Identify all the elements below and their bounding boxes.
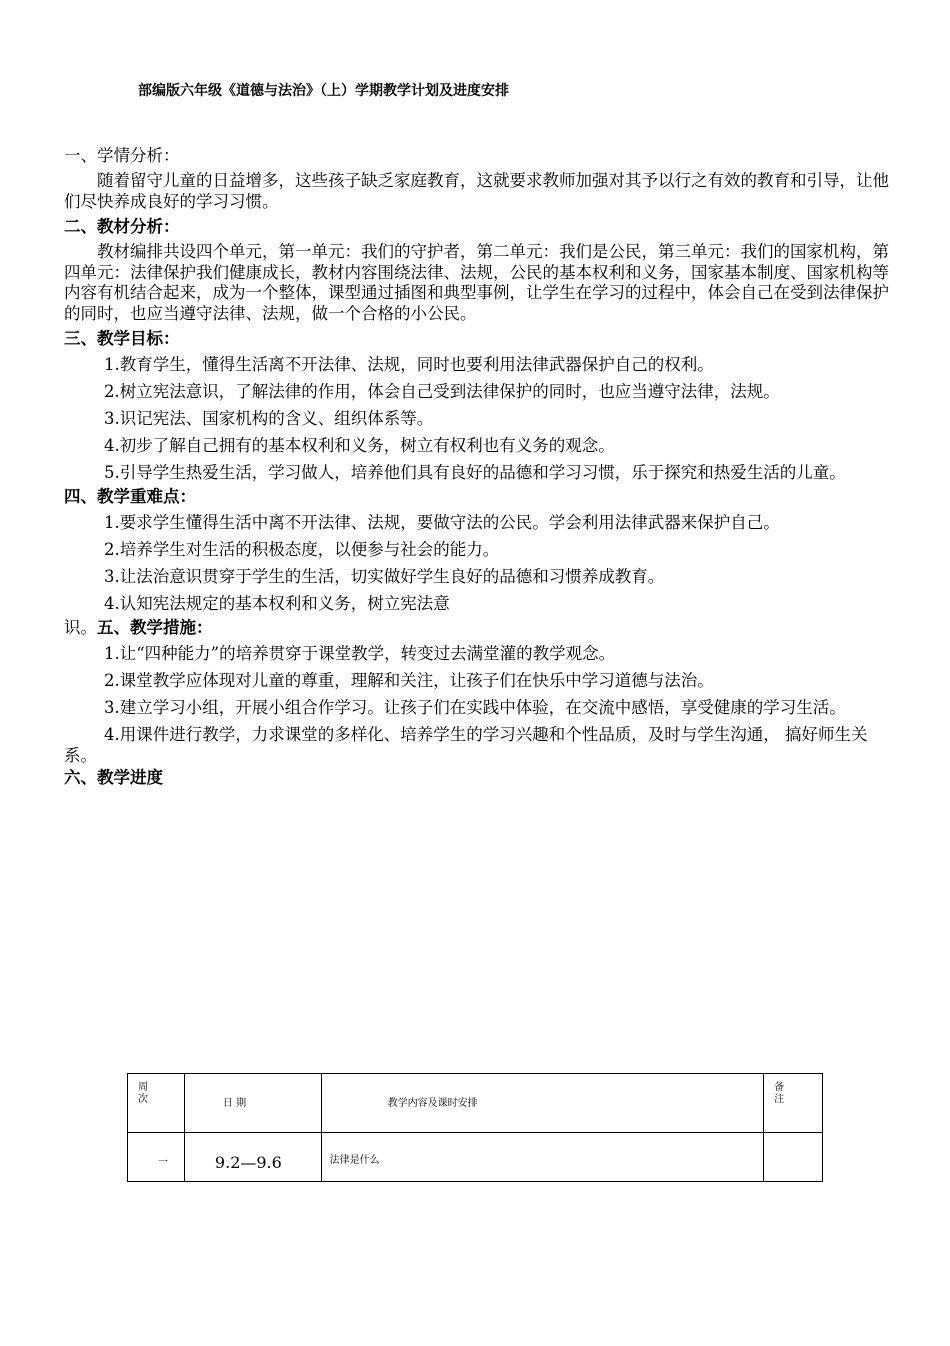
- table-header-row: [128, 1074, 823, 1133]
- section-heading-teaching-schedule: 六、教学进度: [64, 768, 163, 787]
- cell-note: [764, 1133, 823, 1182]
- section-heading-teaching-measures: 五、教学措施：: [97, 618, 213, 637]
- list-item: 3.建立学习小组，开展小组合作学习。让孩子们在实践中体验，在交流中感悟，享受健康的学习生活。: [104, 698, 846, 717]
- cell-content: 法律是什么: [321, 1133, 764, 1182]
- header-week: 周次: [128, 1074, 185, 1133]
- cell-date: 9.2—9.6: [184, 1133, 321, 1182]
- student-analysis-text: 随着留守儿童的日益增多，这些孩子缺乏家庭教育，这就要求教师加强对其予以行之有效的教育和引导，让他们尽快养成良好的学习习惯。: [64, 171, 889, 211]
- list-item: 1.教育学生，懂得生活离不开法律、法规，同时也要利用法律武器保护自己的权利。: [104, 355, 714, 374]
- list-item: 1.要求学生懂得生活中离不开法律、法规，要做守法的公民。学会利用法律武器来保护自己。: [104, 513, 780, 532]
- document-body: [64, 144, 894, 790]
- schedule-table: [127, 1073, 823, 1182]
- list-item: 4.初步了解自己拥有的基本权利和义务，树立有权利也有义务的观念。: [104, 436, 615, 455]
- section-heading-textbook-analysis: 二、教材分析：: [64, 217, 180, 236]
- list-item: 1.让“四种能力”的培养贯穿于课堂教学，转变过去满堂灌的教学观念。: [104, 644, 616, 663]
- section-heading-key-points: 四、教学重难点：: [64, 487, 196, 506]
- section-heading-measures-line: [64, 616, 894, 640]
- list-item: 2.课堂教学应体现对儿童的尊重，理解和关注，让孩子们在快乐中学习道德与法治。: [104, 671, 714, 690]
- textbook-analysis-text: 教材编排共设四个单元，第一单元：我们的守护者，第二单元：我们是公民，第三单元：我们的国家机构，第四单元：法律保护我们健康成长，教材内容围绕法律、法规，公民的基本权利和义务，国家基本制度、国家机构等内容有机结合起来，成为一个整体，课型通过插图和典型事例，让学生在学习的过程中，体会自己在受到法律保护的同时，也应当遵守法律、法规，做一个合格的小公民。: [64, 242, 889, 323]
- section-heading-teaching-goals: 三、教学目标：: [64, 329, 180, 348]
- list-item: 2.树立宪法意识，了解法律的作用，体会自己受到法律保护的同时，也应当遵守法律，法规。: [104, 382, 780, 401]
- header-note: 备注: [764, 1074, 823, 1133]
- list-item: 3.识记宪法、国家机构的含义、组织体系等。: [104, 409, 434, 428]
- table-row: [128, 1133, 823, 1182]
- header-content: 教学内容及课时安排: [321, 1074, 764, 1133]
- list-item: 4.认知宪法规定的基本权利和义务，树立宪法意: [104, 594, 450, 613]
- list-item: 2.培养学生对生活的积极态度，以便参与社会的能力。: [104, 540, 500, 559]
- section-heading-student-analysis: 一、学情分析：: [64, 146, 180, 165]
- key-points-tail: 识。: [64, 618, 97, 637]
- document-title: 部编版六年级《道德与法治》（上）学期教学计划及进度安排: [138, 83, 509, 99]
- list-item: 3.让法治意识贯穿于学生的生活，切实做好学生良好的品德和习惯养成教育。: [104, 567, 665, 586]
- header-date: 日 期: [184, 1074, 321, 1133]
- cell-week: 一: [128, 1133, 185, 1182]
- list-item: 5.引导学生热爱生活，学习做人，培养他们具有良好的品德和学习习惯，乐于探究和热爱生活的儿童。: [104, 463, 846, 482]
- list-item: 4.用课件进行教学，力求课堂的多样化、培养学生的学习兴趣和个性品质，及时与学生沟通， 搞好师生关系。: [64, 725, 868, 765]
